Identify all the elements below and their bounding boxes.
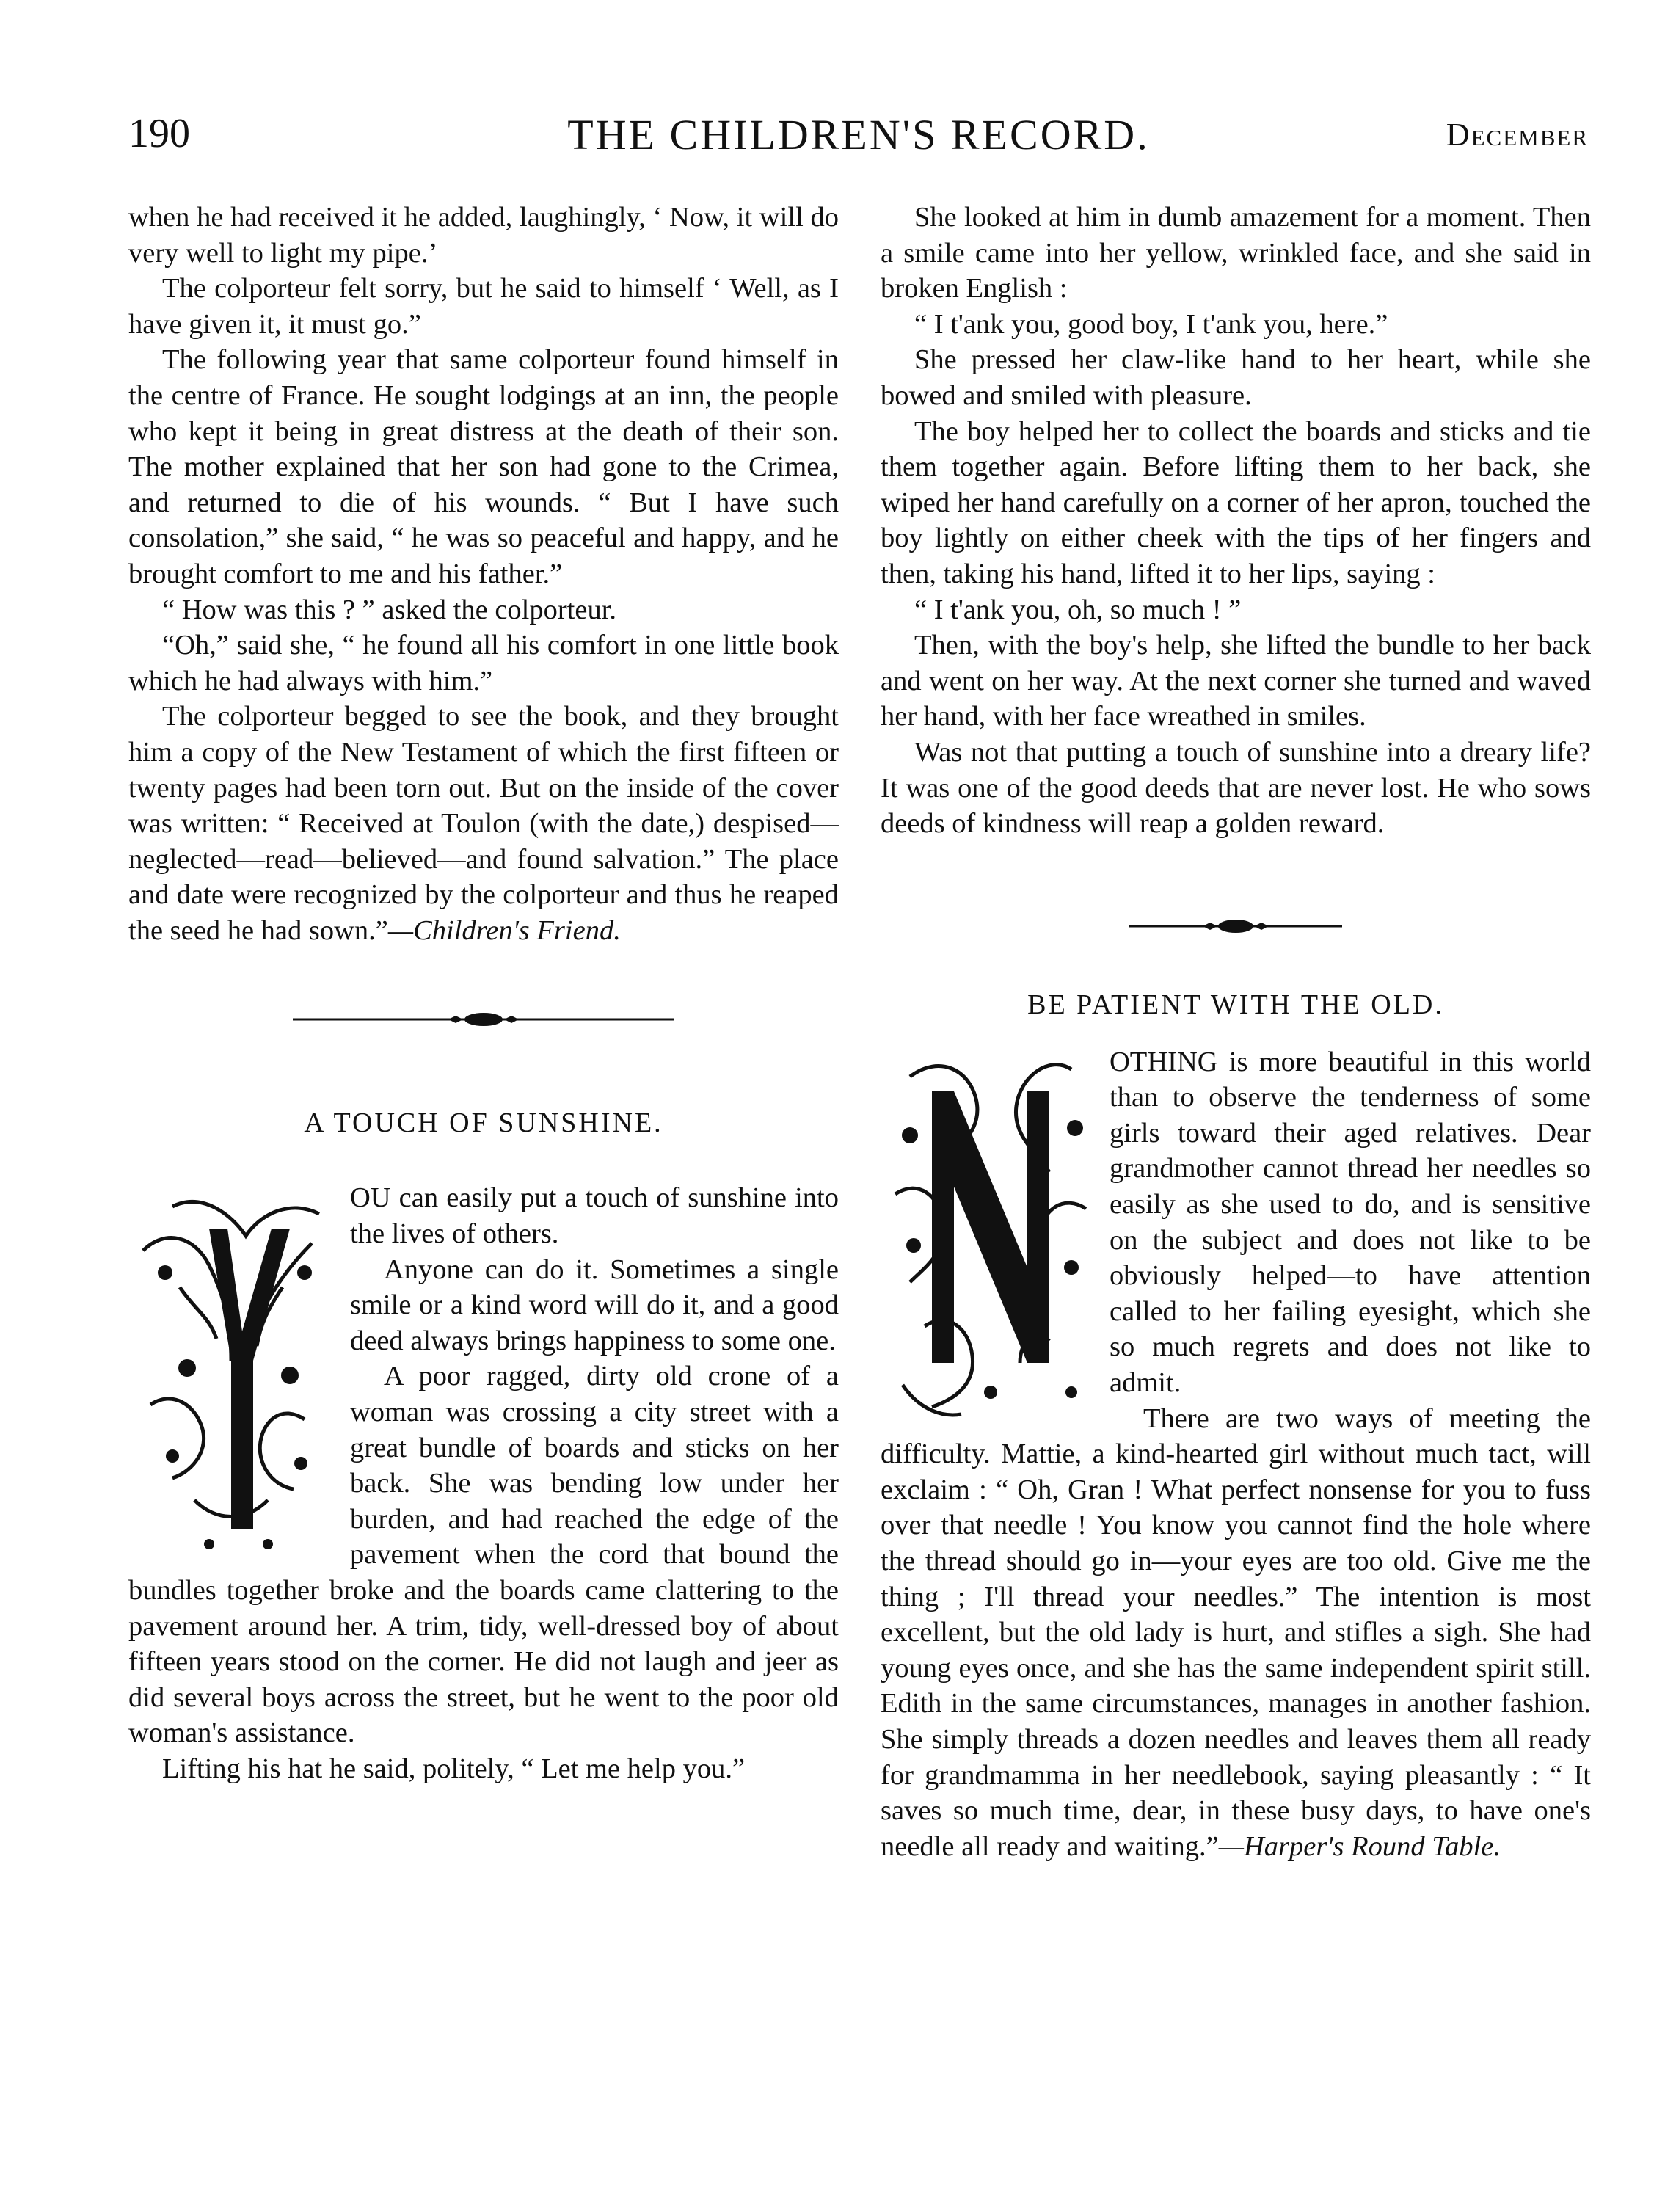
story3-paragraph: OTHING is more beautiful in this world than to observe the tenderness of some girls toward their aged relatives. Dear grandmother cannot thread her needles so easily as she used to do, and is sensitive on the subject and does not like to be obviously helped—to have attention called to her failing eyesight, which she so much regrets and does not like to admit. (1110, 1046, 1591, 1399)
story1-source: —Children's Friend. (387, 914, 621, 946)
right-column (881, 200, 1591, 2196)
story2-continued-paragraph: The boy helped her to collect the boards and sticks and tie them together again. Before lifting them to her back, she wiped her hand carefully on a corner of her apron, touched the boy lightly on either cheek with the tips of her fingers and then, taking his hand, lifted it to her lips, saying : (881, 415, 1591, 589)
story2-continued-paragraph: She looked at him in dumb amazement for a moment. Then a smile came into her yellow, wrinkled face, and she said in broken English : (881, 202, 1591, 305)
section-divider-ornament (293, 1008, 674, 1030)
page-number: 190 (128, 111, 190, 156)
story2-paragraph: A poor ragged, dirty old crone of a woman was crossing a city street with a great bundle of boards and sticks on her back. She was bending low under her burden, and had reached the edge of the pavement when the cord that bound the bundles together broke and the boards came clattering to the pavement around her. A trim, tidy, well-dressed boy of about fifteen years stood on the corner. He did not laugh and jeer as did several boys across the street, but he went to the poor old woman's assistance. (128, 1361, 839, 1749)
left-column (128, 200, 839, 2196)
story3-title: BE PATIENT WITH THE OLD. (1027, 989, 1444, 1020)
story1-last-text: The colporteur begged to see the book, and they brought him a copy of the New Testament of which the first fifteen or twenty pages had been torn out. But on the inside of the cover was written: “ Received at Toulon (with the date,) despised—neglected—read—believed—and found salvation.” The place and date were recognized by the colporteur and thus he reaped the seed he had sown.” (128, 701, 839, 946)
story1-paragraph (128, 699, 839, 948)
story2-continued-paragraph: “ I t'ank you, good boy, I t'ank you, here.” (914, 308, 1388, 340)
page-header (128, 110, 1589, 176)
story1-paragraph: when he had received it he added, laughingly, ‘ Now, it will do very well to light my pipe.’ (128, 202, 839, 269)
story2-continued-paragraph: She pressed her claw-like hand to her heart, while she bowed and smiled with pleasure. (881, 344, 1591, 411)
journal-title: THE CHILDREN'S RECORD. (567, 111, 1150, 159)
story2-continued-paragraph: Was not that putting a touch of sunshine into a dreary life? It was one of the good deeds that are never lost. He who sows deeds of kindness will reap a golden reward. (881, 736, 1591, 840)
dropcap-y-illustration (128, 1185, 341, 1559)
story3-last-text: There are two ways of meeting the difficulty. Mattie, a kind-hearted girl without much tact, will exclaim : “ Oh, Gran ! What perfect nonsense for you to fuss over that needle ! You know you cannot find the hole where the thread should go in—your eyes are too old. Give me the thing ; I'll thread your needles.” The intention is most excellent, but the old lady is hurt, and stifles a sigh. She had young eyes once, and she has the same independent spirit still. Edith in the same circumstances, manages in another fashion. She simply threads a dozen needles and leaves them all ready for grandmamma in her needlebook, saying pleasantly : “ It saves so much time, dear, in these busy days, to have one's needle all ready and waiting.” (881, 1402, 1591, 1862)
story1-paragraph: The colporteur felt sorry, but he said to himself ‘ Well, as I have given it, it must go.” (128, 273, 839, 340)
story3-paragraph (881, 1401, 1591, 1865)
story2-continued-paragraph: Then, with the boy's help, she lifted the bundle to her back and went on her way. At the next corner she turned and waved her hand, with her face wreathed in smiles. (881, 630, 1591, 732)
issue-month: December (1446, 117, 1589, 153)
story2-paragraph: Anyone can do it. Sometimes a single smile or a kind word will do it, and a good deed always brings happiness to some one. (350, 1254, 839, 1356)
dropcap-n-illustration (881, 1047, 1101, 1429)
story1-paragraph: “Oh,” said she, “ he found all his comfort in one little book which he had always with him.” (128, 630, 839, 696)
story2-continued-paragraph: “ I t'ank you, oh, so much ! ” (914, 594, 1242, 625)
story1-paragraph: “ How was this ? ” asked the colporteur. (162, 594, 617, 625)
story2-title: A TOUCH OF SUNSHINE. (304, 1107, 663, 1139)
story2-paragraph: OU can easily put a touch of sunshine into the lives of others. (350, 1182, 839, 1250)
section-divider-ornament (1129, 915, 1342, 937)
story3-source: —Harper's Round Table. (1218, 1830, 1501, 1862)
story1-paragraph: The following year that same colporteur found himself in the centre of France. He sought lodgings at an inn, the people who kept it being in great distress at the death of their son. The mother explained that her son had gone to the Crimea, and returned to die of his wounds. “ But I have such consolation,” she said, “ he was so peaceful and happy, and he brought comfort to me and his father.” (128, 344, 839, 589)
story2-paragraph: Lifting his hat he said, politely, “ Let me help you.” (162, 1753, 746, 1784)
